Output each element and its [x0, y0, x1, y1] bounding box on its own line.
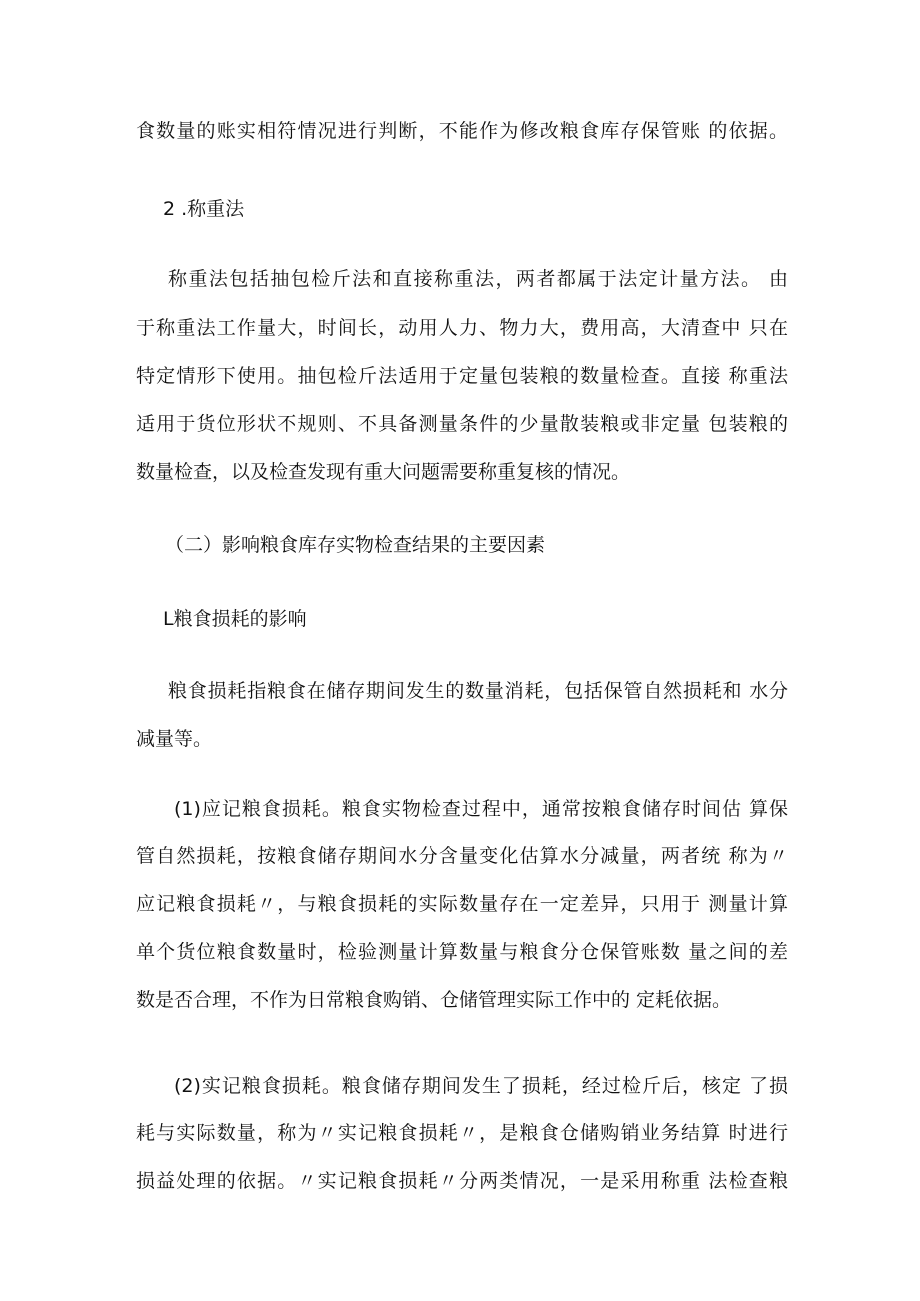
text-line: 粮食损耗指粮食在储存期间发生的数量消耗，包括保管自然损耗和 水分 [168, 680, 788, 702]
text-line: 减量等。 [136, 728, 213, 750]
text-line: 单个货位粮食数量时，检验测量计算数量与粮食分仓保管账数 量之间的差 [136, 941, 788, 963]
text-line: (1)应记粮食损耗。粮食实物检查过程中，通常按粮食储存时间估 算保 [174, 798, 788, 820]
text-line: (2)实记粮食损耗。粮食储存期间发生了损耗，经过检斤后，核定 了损 [174, 1075, 788, 1097]
section-heading: 2 .称重法 [163, 198, 245, 220]
text-line: 耗与实际数量，称为〃实记粮食损耗〃，是粮食仓储购销业务结算 时进行 [136, 1122, 788, 1144]
section-heading: L粮食损耗的影响 [163, 608, 307, 630]
text-line: 数量检查，以及检查发现有重大问题需要称重复核的情况。 [136, 461, 631, 483]
text-line: 损益处理的依据。〃实记粮食损耗〃分两类情况，一是采用称重 法检查粮 [136, 1170, 788, 1192]
text-line: 数是否合理，不作为日常粮食购销、仓储管理实际工作中的 定耗依据。 [136, 989, 732, 1011]
text-line: 特定情形下使用。抽包检斤法适用于定量包装粮的数量检查。直接 称重法 [136, 365, 788, 387]
text-line: 应记粮食损耗〃，与粮食损耗的实际数量存在一定差异，只用于 测量计算 [136, 893, 788, 915]
text-line: 适用于货位形状不规则、不具备测量条件的少量散装粮或非定量 包装粮的 [136, 413, 788, 435]
text-line: 管自然损耗，按粮食储存期间水分含量变化估算水分减量，两者统 称为〃 [136, 845, 788, 867]
text-line: 称重法包括抽包检斤法和直接称重法，两者都属于法定计量方法。 由 [168, 268, 788, 290]
text-line: 食数量的账实相符情况进行判断，不能作为修改粮食库存保管账 的依据。 [136, 120, 788, 142]
text-line: 于称重法工作量大，时间长，动用人力、物力大，费用高，大清查中 只在 [136, 317, 788, 339]
section-heading: （二）影响粮食库存实物检查结果的主要因素 [165, 534, 546, 556]
